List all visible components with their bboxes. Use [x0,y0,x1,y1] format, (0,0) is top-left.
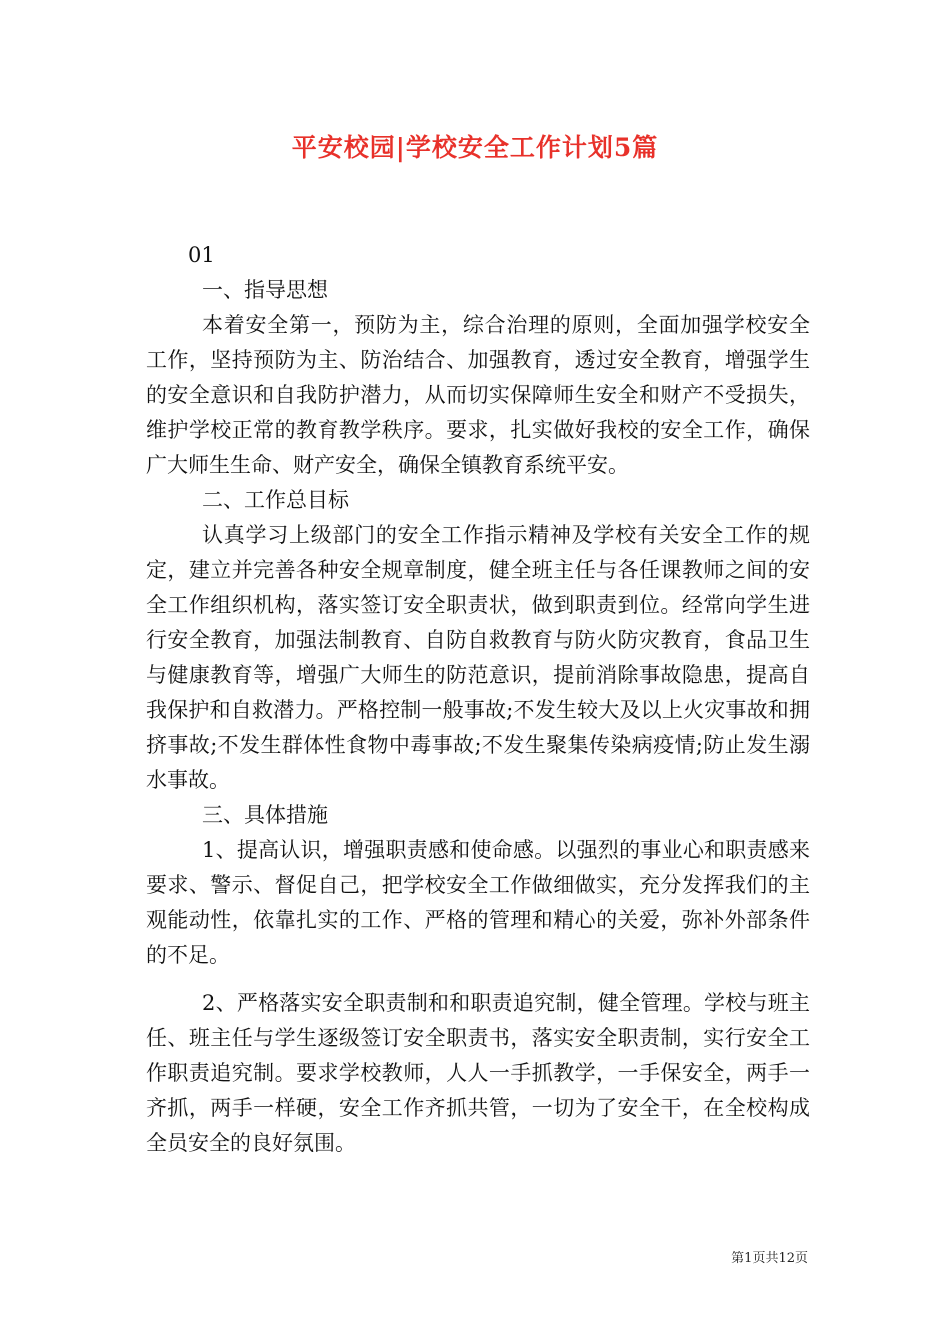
section-number: 01 [188,243,215,267]
paragraph-measure-2: 2、严格落实安全职责制和和职责追究制，健全管理。学校与班主任、班主任与学生逐级签订安全职责书，落实安全职责制，实行安全工作职责追究制。要求学校教师，人人一手抓教学，一手保安全，两手一齐抓，两手一样硬，安全工作齐抓共管，一切为了安全干，在全校构成全员安全的良好氛围。 [146,991,810,1155]
paragraph-overall-goal: 认真学习上级部门的安全工作指示精神及学校有关安全工作的规定，建立并完善各种安全规章制度，健全班主任与各任课教师之间的安全工作组织机构，落实签订安全职责状，做到职责到位。经常向学生进行安全教育，加强法制教育、自防自救教育与防火防灾教育，食品卫生与健康教育等，增强广大师生的防范意识，提前消除事故隐患，提高自我保护和自救潜力。严格控制一般事故;不发生较大及以上火灾事故和拥挤事故;不发生群体性食物中毒事故;不发生聚集传染病疫情;防止发生溺水事故。 [146,523,810,792]
heading-guiding-idea: 一、指导思想 [202,278,328,302]
heading-overall-goal: 二、工作总目标 [202,488,349,512]
paragraph-measure-1: 1、提高认识，增强职责感和使命感。以强烈的事业心和职责感来要求、警示、督促自己，把学校安全工作做细做实，充分发挥我们的主观能动性，依靠扎实的工作、严格的管理和精心的关爱，弥补外部条件的不足。 [146,838,810,967]
page-footer: 第1页共12页 [731,1251,808,1266]
paragraph-guiding-idea: 本着安全第一，预防为主，综合治理的原则，全面加强学校安全工作，坚持预防为主、防治结合、加强教育，透过安全教育，增强学生的安全意识和自我防护潜力，从而切实保障师生安全和财产不受损失，维护学校正常的教育教学秩序。要求，扎实做好我校的安全工作，确保广大师生生命、财产安全，确保全镇教育系统平安。 [146,313,810,477]
document-body [146,238,810,1174]
document-title: 平安校园|学校安全工作计划5篇 [291,133,659,162]
heading-specific-measures: 三、具体措施 [202,803,328,827]
